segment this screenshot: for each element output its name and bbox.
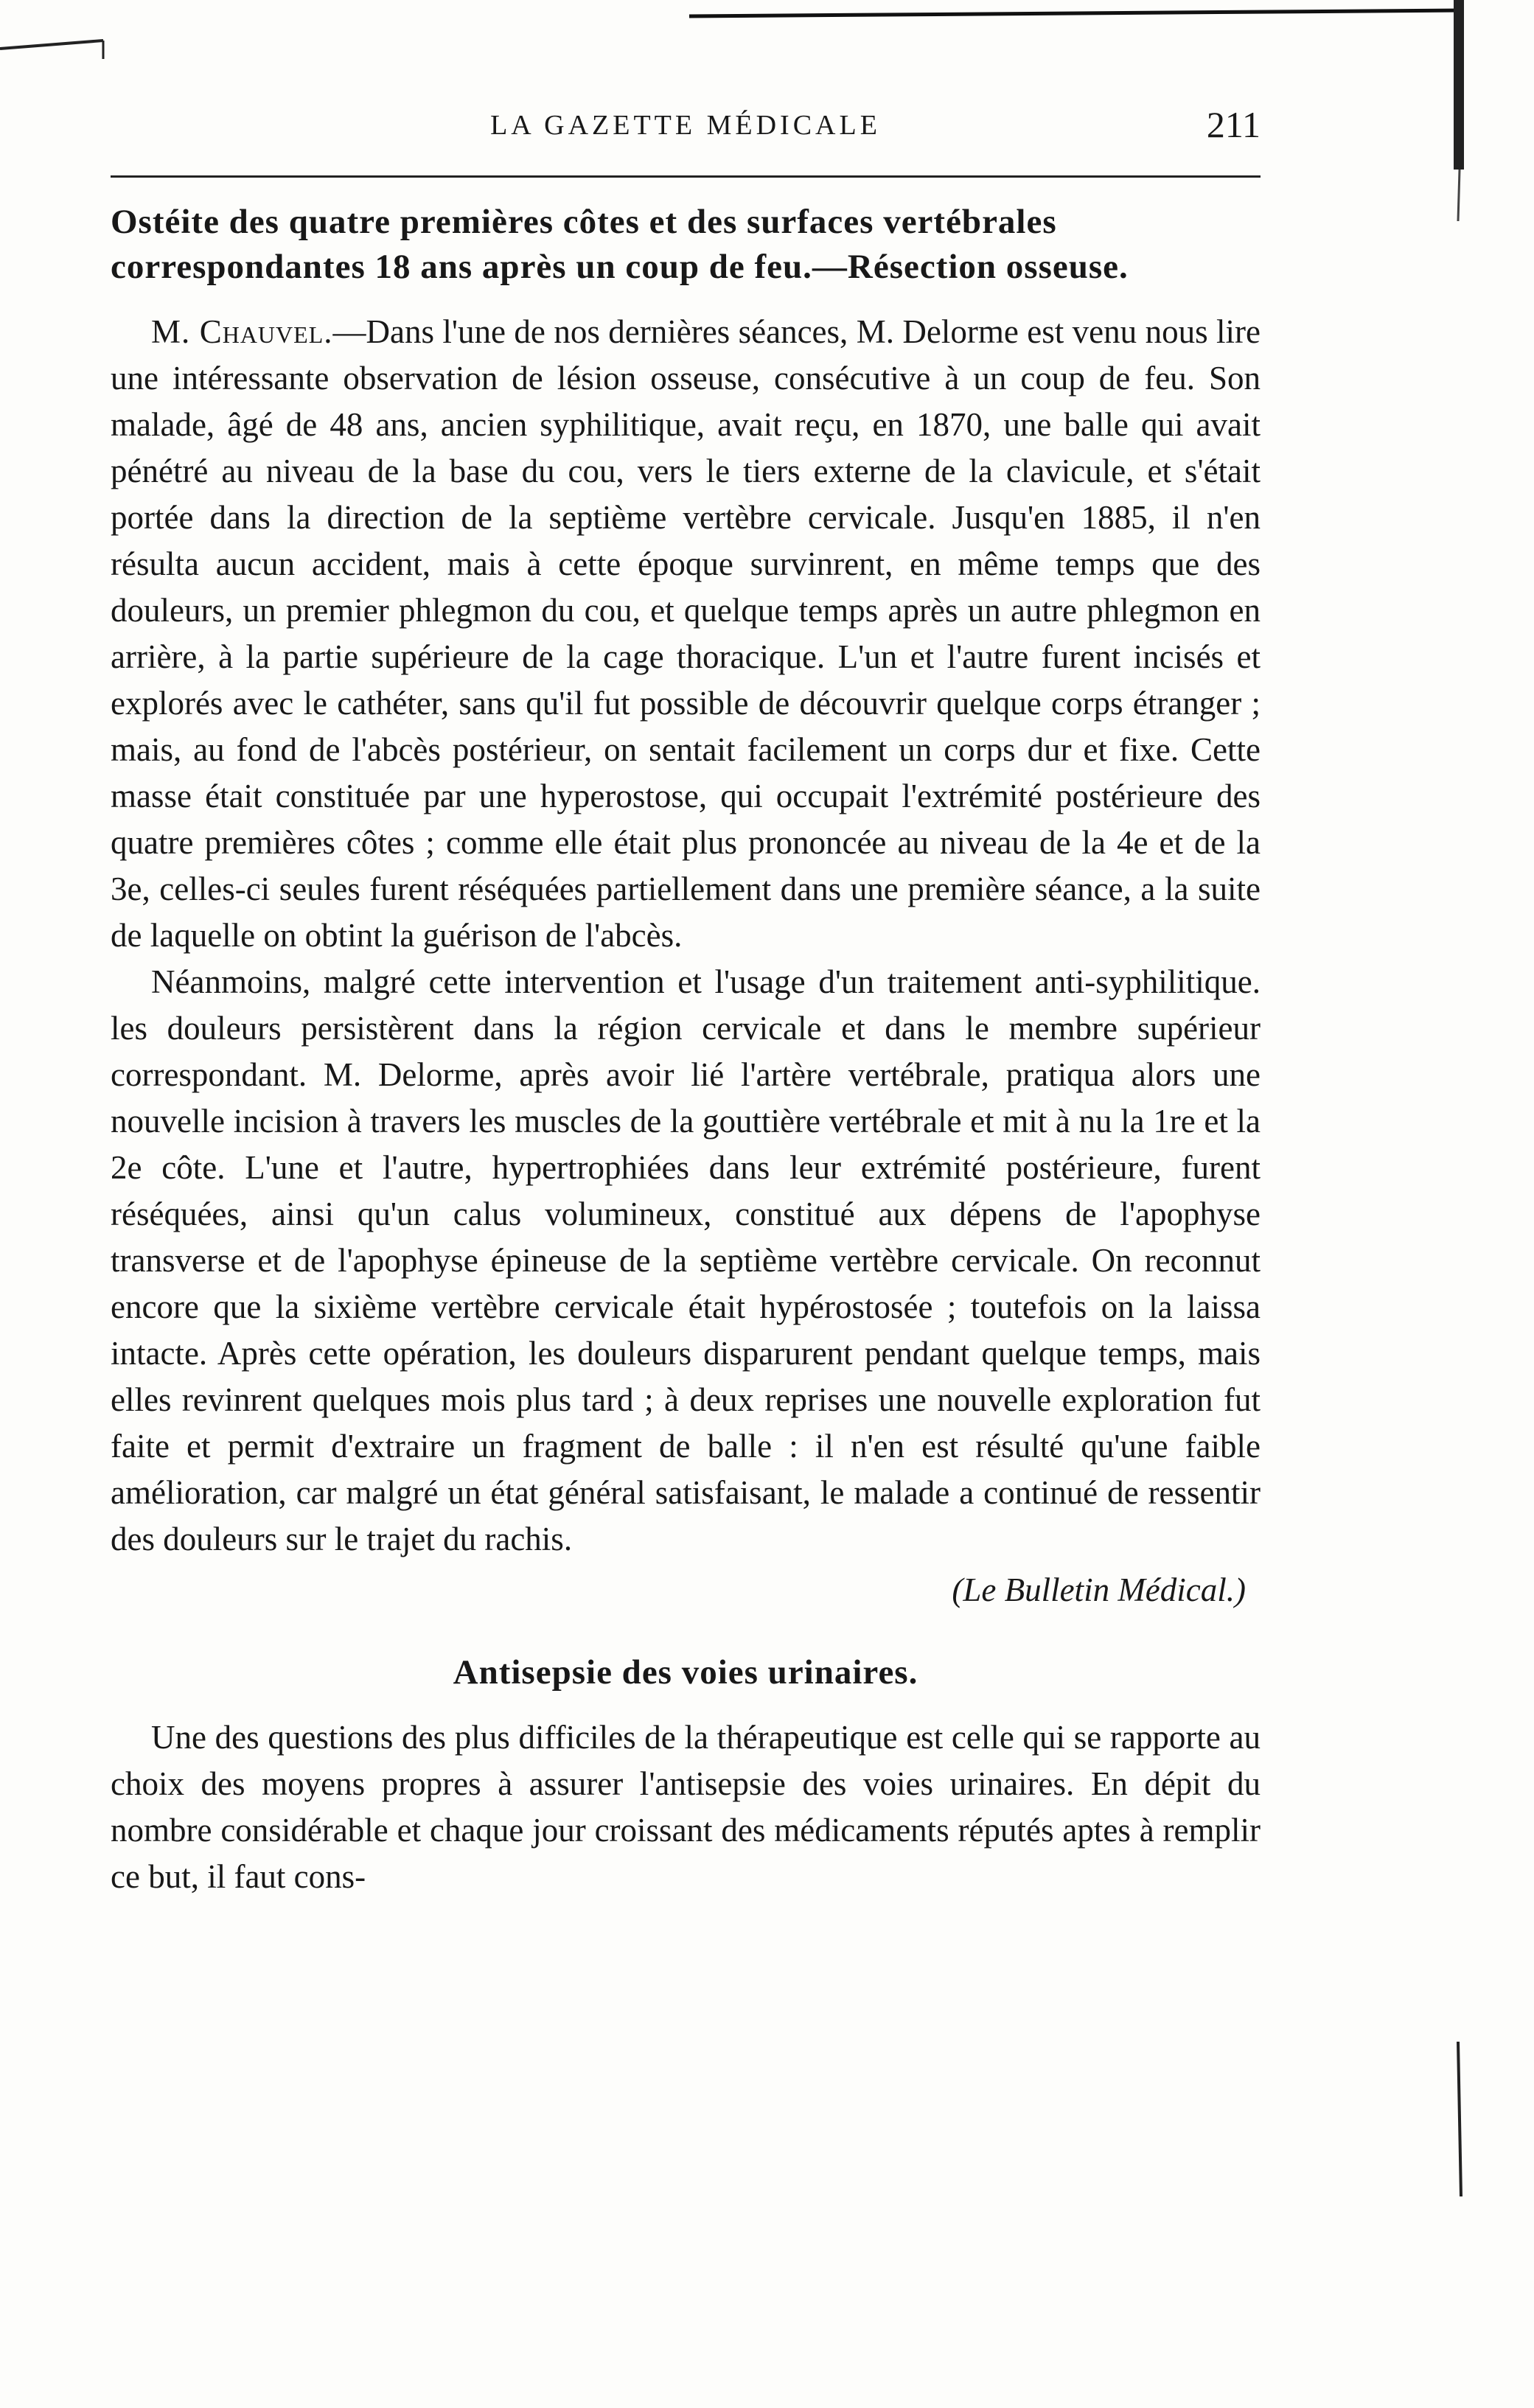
scan-edge-right <box>1430 0 1534 2408</box>
page-number: 211 <box>1206 104 1261 145</box>
paragraph: Une des questions des plus difficiles de la thérapeutique est celle qui se rapporte au choix des moyens propres à assurer l'antisepsie des voies urinaires. En dépit du nombre considérable et chaque jour croissant des médicaments réputés aptes à remplir ce but, il faut cons- <box>111 1719 1261 1895</box>
paragraph-text: —Dans l'une de nos dernières séances, M. Delorme est venu nous lire une intéressante observation de lésion osseuse, consécutive à un coup de feu. Son malade, âgé de 48 ans, ancien syphilitique, avait reçu, en 1870, une balle qui avait pénétré au niveau de la base du cou, vers le tiers externe de la clavicule, et s'était portée dans la direction de la septième vertèbre cervicale. Jusqu'en 1885, il n'en résulta aucun accident, mais à cette époque survinrent, en même temps que des douleurs, un premier phlegmon du cou, et quelque temps après un autre phlegmon en arrière, à la partie supérieure de la cage thoracique. L'un et l'autre furent incisés et explorés avec le cathéter, sans qu'il fut possible de découvrir quelque corps étranger ; mais, au fond de l'abcès postérieur, on sentait facilement un corps dur et fixe. Cette masse était constituée par une hyperostose, qui occupait l'extrémité postérieure des quatre premières côtes ; comme elle était plus prononcée au niveau de la 4e et de la 3e, celles-ci seules furent réséquées partiellement dans une première séance, a la suite de laquelle on obtint la guérison de l'abcès. <box>111 313 1261 954</box>
paragraph: Néanmoins, malgré cette intervention et l'usage d'un traitement anti-syphilitique. les douleurs persistèrent dans la région cervicale et dans le membre supérieur correspondant. M. Delorme, après avoir lié l'artère vertébrale, pratiqua alors une nouvelle incision à travers les muscles de la gouttière vertébrale et mit à nu la 1re et la 2e côte. L'une et l'autre, hypertrophiées dans leur extrémité postérieure, furent réséquées, ainsi qu'un calus volumineux, constitué aux dépens de l'apophyse transverse et de l'apophyse épineuse de la septième vertèbre cervicale. On reconnut encore que la sixième vertèbre cervicale était hypérostosée ; toutefois on la laissa intacte. Après cette opération, les douleurs disparurent pendant quelque temps, mais elles revinrent quelques mois plus tard ; à deux reprises une nouvelle exploration fut faite et permit d'extraire un fragment de balle : il n'en est résulté qu'une faible amélioration, car malgré un état général satisfaisant, le malade a continué de ressentir des douleurs sur le trajet du rachis. <box>111 963 1261 1557</box>
paragraph <box>111 309 1261 959</box>
page <box>111 103 1261 1900</box>
section-title: Antisepsie des voies urinaires. <box>453 1653 918 1692</box>
header-rule <box>111 175 1261 178</box>
journal-title: LA GAZETTE MÉDICALE <box>490 110 881 141</box>
source-citation: (Le Bulletin Médical.) <box>952 1571 1246 1608</box>
running-head <box>111 103 1261 162</box>
scan-edge-top <box>0 0 1534 59</box>
author-name: M. Chauvel. <box>151 313 333 350</box>
article-title: Ostéite des quatre premières côtes et des surfaces vertébrales correspondantes 18 ans après un coup de feu.—Résection osseuse. <box>111 203 1129 286</box>
